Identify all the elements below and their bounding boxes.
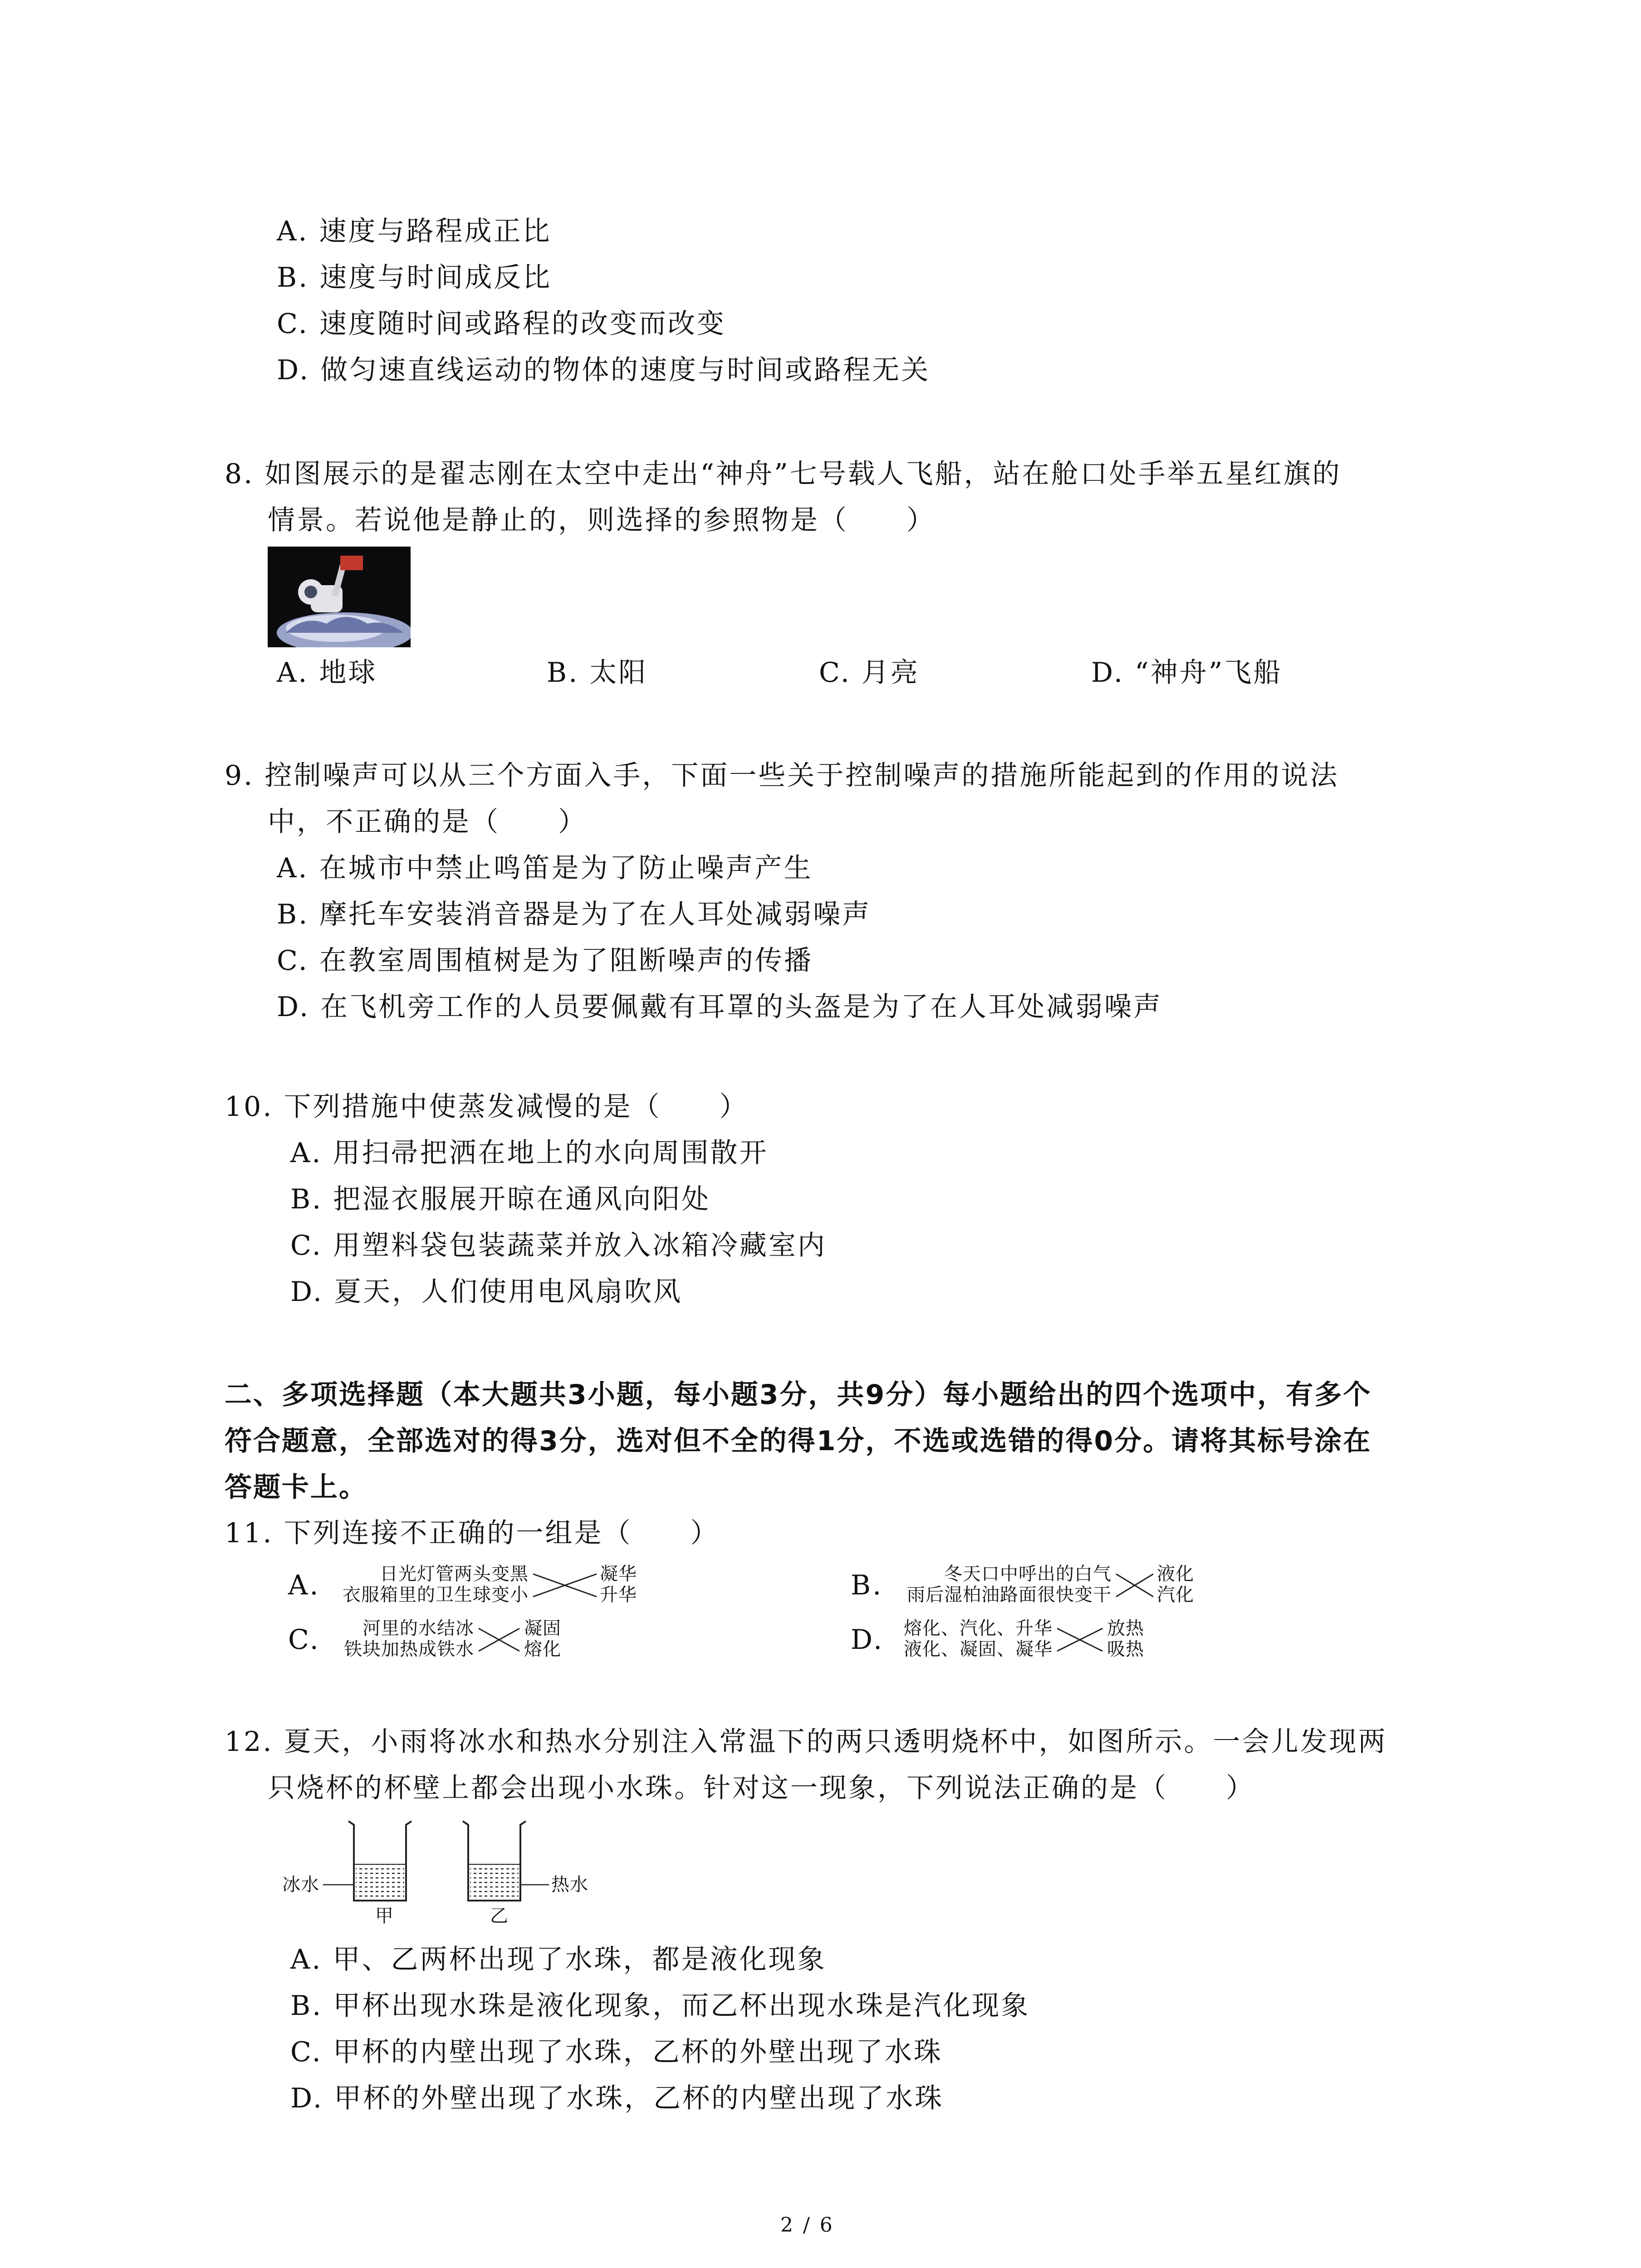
q11-option-a-label: A. [288, 1569, 320, 1601]
q11-c-left2: 铁块加热成铁水 [344, 1639, 474, 1660]
q9-stem-line1: 9. 控制噪声可以从三个方面入手，下面一些关于控制噪声的措施所能起到的作用的说法 [225, 760, 1339, 792]
q12-option-b: B. 甲杯出现水珠是液化现象，而乙杯出现水珠是汽化现象 [290, 1990, 1030, 2022]
astronaut-photo [268, 547, 411, 647]
q11-b-right1: 液化 [1157, 1564, 1194, 1584]
q9-option-a: A. 在城市中禁止鸣笛是为了防止噪声产生 [277, 852, 813, 884]
q11-c-right2: 熔化 [524, 1639, 561, 1660]
q11-d-left1: 熔化、汽化、升华 [904, 1618, 1053, 1639]
section2-heading-line3: 答题卡上。 [225, 1471, 367, 1503]
q11-b-left2: 雨后湿柏油路面很快变干 [907, 1584, 1112, 1605]
beaker-yi-label: 乙 [490, 1906, 509, 1926]
q11-d-right2: 吸热 [1107, 1639, 1144, 1660]
q8-stem-line1: 8. 如图展示的是翟志刚在太空中走出“神舟”七号载人飞船，站在舱口处手举五星红旗的 [225, 458, 1342, 490]
q11-d-connector [1055, 1622, 1105, 1658]
q10-option-d: D. 夏天，人们使用电风扇吹风 [290, 1276, 683, 1308]
q9-option-d: D. 在飞机旁工作的人员要佩戴有耳罩的头盔是为了在人耳处减弱噪声 [277, 991, 1163, 1023]
q7-option-d: D. 做匀速直线运动的物体的速度与时间或路程无关 [277, 354, 931, 386]
q11-c-left1: 河里的水结冰 [362, 1618, 474, 1639]
beaker-jia-label: 甲 [375, 1906, 394, 1926]
q11-b-left1: 冬天口中呼出的白气 [944, 1564, 1112, 1584]
q8-stem-line2: 情景。若说他是静止的，则选择的参照物是（ ） [268, 504, 936, 536]
q11-d-left2: 液化、凝固、凝华 [904, 1639, 1053, 1660]
section2-heading-line1: 二、多项选择题（本大题共3小题，每小题3分，共9分）每小题给出的四个选项中，有多个 [225, 1379, 1372, 1411]
q11-a-left1: 日光灯管两头变黑 [380, 1564, 529, 1584]
q9-option-c: C. 在教室周围植树是为了阻断噪声的传播 [277, 945, 813, 977]
q9-stem-line2: 中，不正确的是（ ） [268, 806, 587, 838]
section2-heading-line2: 符合题意，全部选对的得3分，选对但不全的得1分，不选或选错的得0分。请将其标号涂在 [225, 1425, 1372, 1457]
q11-c-right1: 凝固 [524, 1618, 561, 1639]
q8-option-b: B. 太阳 [547, 657, 648, 689]
q8-option-a: A. 地球 [277, 657, 377, 689]
q12-option-a: A. 甲、乙两杯出现了水珠，都是液化现象 [290, 1944, 827, 1975]
q11-b-connector [1114, 1567, 1156, 1603]
q12-option-c: C. 甲杯的内壁出现了水珠，乙杯的外壁出现了水珠 [290, 2036, 943, 2068]
q7-option-c: C. 速度随时间或路程的改变而改变 [277, 308, 726, 340]
q11-b-right2: 汽化 [1157, 1584, 1194, 1605]
q11-a-left2: 衣服箱里的卫生球变小 [343, 1584, 529, 1605]
q11-a-right2: 升华 [600, 1584, 637, 1605]
q11-option-d-label: D. [851, 1624, 884, 1656]
q11-a-connector [531, 1567, 599, 1603]
hot-water-label: 热水 [551, 1874, 588, 1895]
q8-option-d: D. “神舟”飞船 [1091, 657, 1283, 689]
q7-option-b: B. 速度与时间成反比 [277, 262, 552, 293]
q12-stem-line1: 12. 夏天，小雨将冰水和热水分别注入常温下的两只透明烧杯中，如图所示。一会儿发现两 [225, 1726, 1387, 1758]
q12-option-d: D. 甲杯的外壁出现了水珠，乙杯的内壁出现了水珠 [290, 2082, 944, 2114]
q10-stem: 10. 下列措施中使蒸发减慢的是（ ） [225, 1091, 749, 1123]
q11-option-b-label: B. [851, 1569, 883, 1601]
q10-option-b: B. 把湿衣服展开晾在通风向阳处 [290, 1183, 711, 1215]
q10-option-a: A. 用扫帚把洒在地上的水向周围散开 [290, 1137, 769, 1169]
q10-option-c: C. 用塑料袋包装蔬菜并放入冰箱冷藏室内 [290, 1230, 827, 1261]
q11-stem: 11. 下列连接不正确的一组是（ ） [225, 1517, 720, 1549]
q11-c-connector [476, 1622, 522, 1658]
page-number: 2 / 6 [780, 2214, 834, 2237]
q11-option-c-label: C. [288, 1624, 320, 1656]
q12-stem-line2: 只烧杯的杯壁上都会出现小水珠。针对这一现象，下列说法正确的是（ ） [268, 1772, 1255, 1804]
q8-option-c: C. 月亮 [819, 657, 920, 689]
q7-option-a: A. 速度与路程成正比 [277, 215, 552, 247]
q11-a-right1: 凝华 [600, 1564, 637, 1584]
q11-d-right1: 放热 [1107, 1618, 1144, 1639]
ice-water-label: 冰水 [282, 1874, 319, 1895]
q9-option-b: B. 摩托车安装消音器是为了在人耳处减弱噪声 [277, 899, 872, 930]
